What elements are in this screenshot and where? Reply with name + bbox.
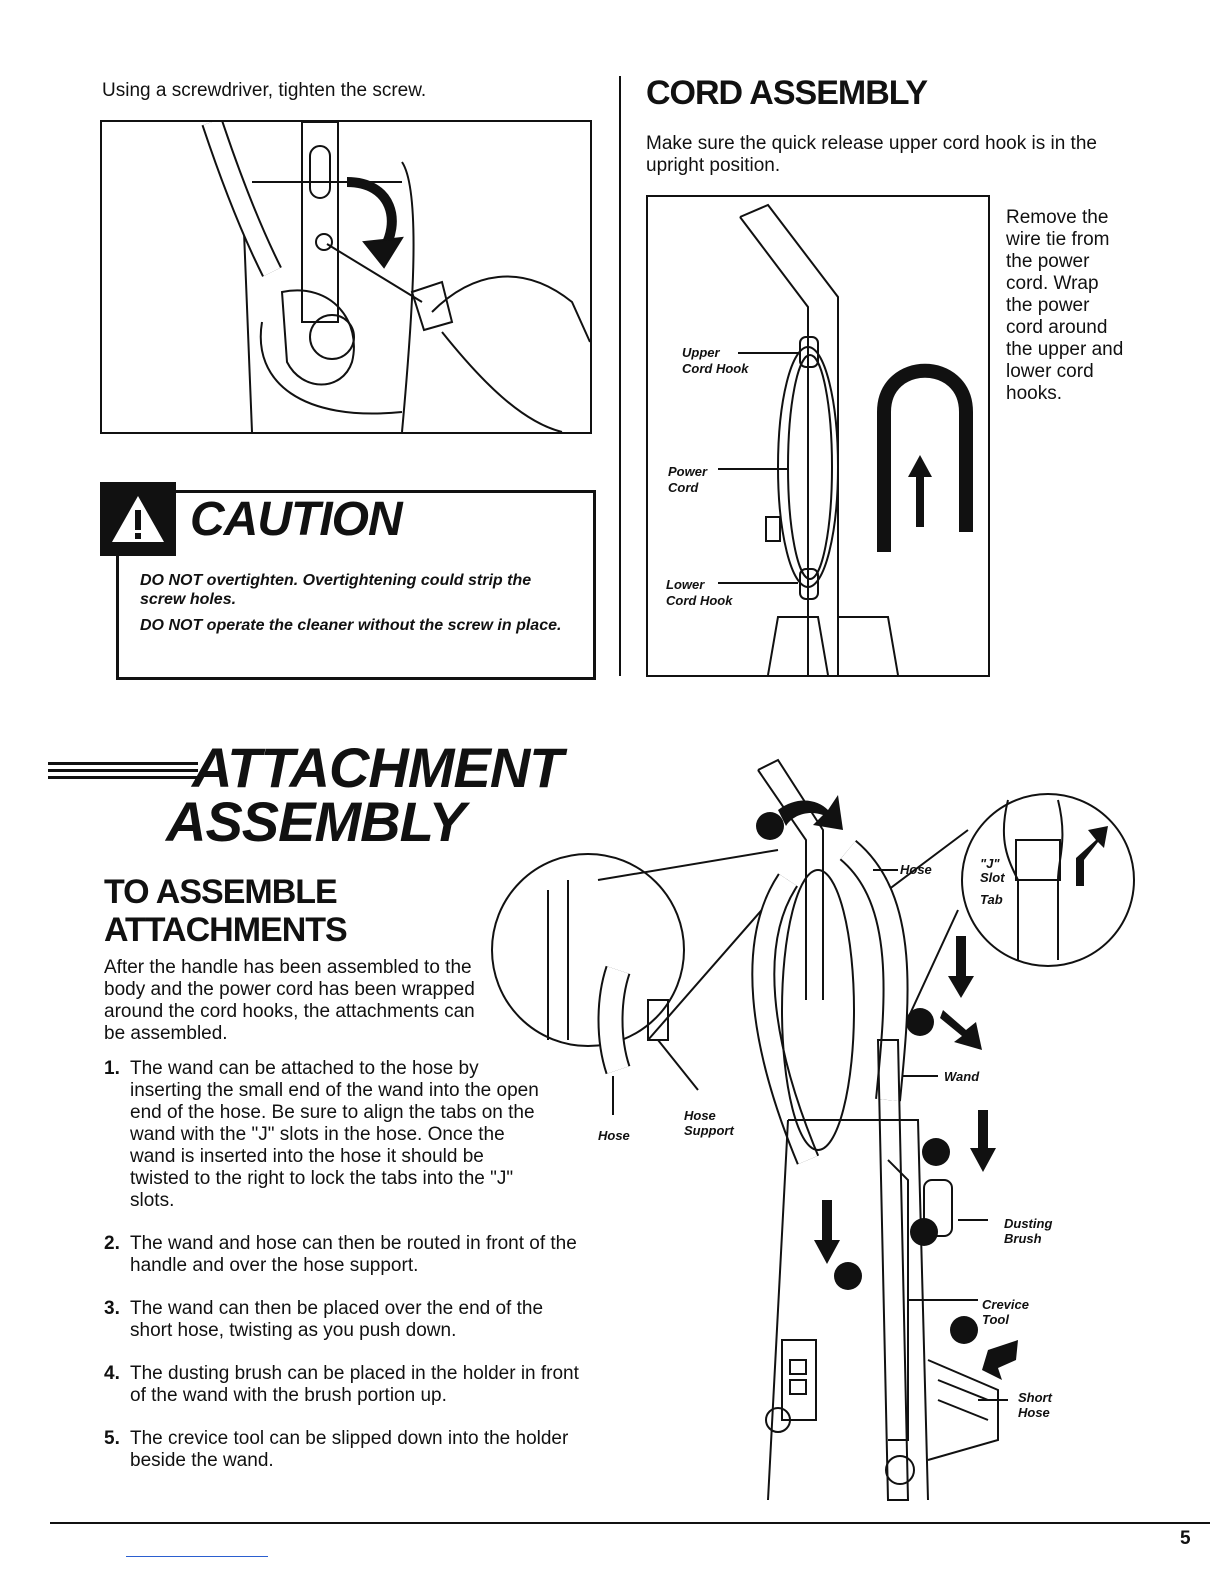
j-slot-label-1: "J": [980, 856, 1000, 871]
step-number: 2.: [104, 1233, 120, 1254]
screwdriver-illustration: [100, 120, 592, 434]
page-number: 5: [1180, 1528, 1191, 1549]
caution-line-1: DO NOT overtighten. Overtightening could strip the screw holes.: [140, 572, 532, 608]
upper-hook-label-2: Cord Hook: [682, 361, 749, 376]
attachment-illustration: [488, 740, 1148, 1510]
crevice-tool-label-1: Crevice: [982, 1297, 1029, 1312]
title-speed-lines: [48, 762, 198, 780]
attachment-title-line-2: ASSEMBLY: [166, 790, 465, 853]
cord-intro: Make sure the quick release upper cord hook is in the upright position.: [646, 133, 1097, 176]
dusting-brush-label-2: Brush: [1004, 1231, 1042, 1246]
short-hose-label-1: Short: [1018, 1390, 1052, 1405]
power-cord-label-2: Cord: [668, 480, 699, 495]
lower-hook-label-1: Lower: [666, 577, 705, 592]
caution-title: CAUTION: [190, 493, 402, 546]
step-number: 4.: [104, 1363, 120, 1384]
short-hose-label-2: Hose: [1018, 1405, 1050, 1420]
assemble-attachments-heading: TO ASSEMBLE ATTACHMENTS: [104, 873, 347, 949]
step-text: The wand can be attached to the hose by inserting the small end of the wand into the open end of the hose. Be sure to align the tabs on the wand with the "J" slots in the hose. Once the wand is inserted into the hose it should be twisted to the right to lock the tabs into the "J" slots.: [130, 1058, 539, 1211]
cord-side-text: Remove the wire tie from the power cord. Wrap the power cord around the upper and lower cord hooks.: [1006, 207, 1124, 404]
power-cord-label-1: Power: [668, 464, 708, 479]
step-number: 1.: [104, 1058, 120, 1079]
cord-assembly-heading: CORD ASSEMBLY: [646, 74, 928, 112]
step-text: The dusting brush can be placed in the holder in front of the wand with the brush portion up.: [130, 1363, 579, 1406]
attachment-title-line-1: ATTACHMENT: [192, 736, 563, 799]
hose-left-label: Hose: [598, 1128, 630, 1143]
step-text: The wand can then be placed over the end of the short hose, twisting as you push down.: [130, 1298, 544, 1341]
step-text: The crevice tool can be slipped down into the holder beside the wand.: [130, 1428, 569, 1471]
footer-rule: [50, 1522, 1210, 1524]
dusting-brush-label-1: Dusting: [1004, 1216, 1053, 1231]
crevice-tool-label-2: Tool: [982, 1312, 1009, 1327]
tab-label: Tab: [980, 892, 1003, 907]
screw-instruction: Using a screwdriver, tighten the screw.: [102, 80, 427, 101]
hose-label: Hose: [900, 862, 932, 877]
wand-label: Wand: [944, 1069, 980, 1084]
attachment-intro: After the handle has been assembled to the body and the power cord has been wrapped around the cord hooks, the attachments can be assembled.: [104, 957, 475, 1044]
blue-underline: [126, 1556, 268, 1557]
caution-line-2: DO NOT operate the cleaner without the screw in place.: [140, 617, 562, 634]
cord-illustration: [646, 195, 990, 677]
step-number: 3.: [104, 1298, 120, 1319]
step-text: The wand and hose can then be routed in front of the handle and over the hose support.: [130, 1233, 577, 1276]
step-number: 5.: [104, 1428, 120, 1449]
hose-support-label-1: Hose: [684, 1108, 716, 1123]
upper-hook-label-1: Upper: [682, 345, 720, 360]
lower-hook-label-2: Cord Hook: [666, 593, 733, 608]
column-divider: [619, 76, 621, 676]
hose-support-label-2: Support: [684, 1123, 734, 1138]
j-slot-label-2: Slot: [980, 870, 1005, 885]
warning-icon: [100, 482, 176, 556]
